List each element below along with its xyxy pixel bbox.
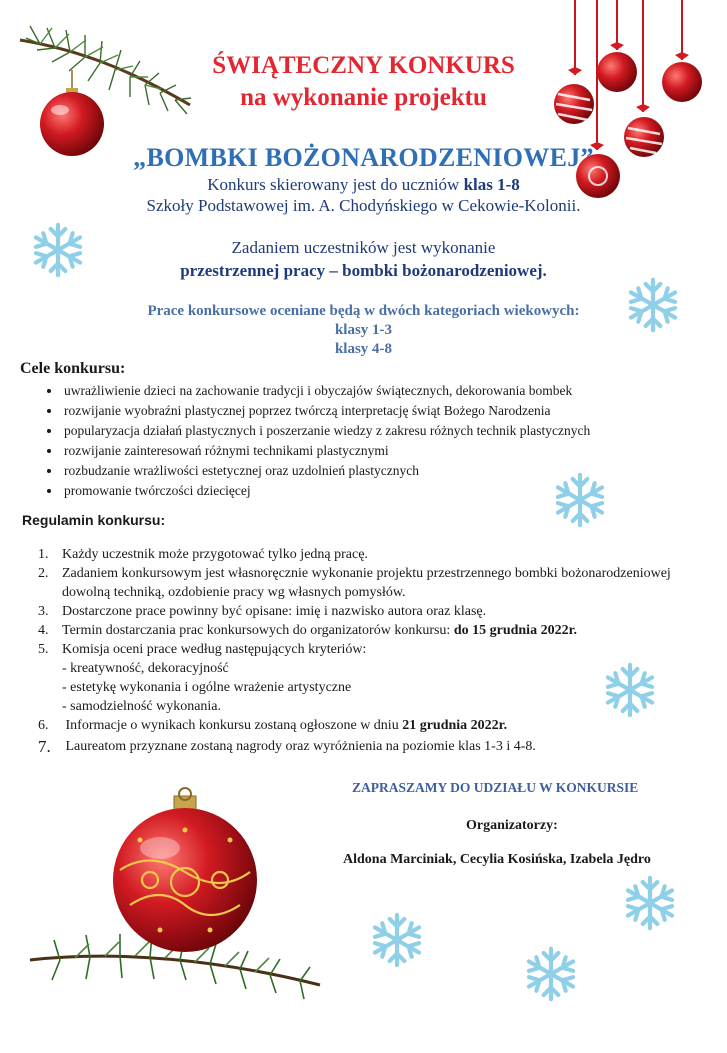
list-item: • rozwijanie wyobraźni plastycznej poprzez twórczą interpretację świąt Bożego Narodzenia [62,401,590,421]
task-line-2: przestrzennej pracy – bombki bożonarodzeniowej. [180,261,547,280]
goals-heading: Cele konkursu: [20,360,126,377]
audience-grades: klas 1-8 [463,175,520,194]
audience-school: Szkoły Podstawowej im. A. Chodyńskiego w Cekowie-Kolonii. [146,196,581,215]
rule-item: 2. Zadaniem konkursowym jest własnoręcznie wykonanie projektu przestrzennego bombki bożonarodzeniowej dowolną techniką, ozdobienie pracy wg własnych pomysłów. [38,566,671,600]
list-item: • promowanie twórczości dziecięcej [62,481,590,501]
rule-item: 3. Dostarczone prace powinny być opisane: imię i nazwisko autora oraz klasę. [38,604,487,619]
invitation-text: ZAPRASZAMY DO UDZIAŁU W KONKURSIE [352,780,639,795]
rules-heading: Regulamin konkursu: [22,512,166,528]
category-1: klasy 1-3 [334,322,393,338]
criteria-item: - kreatywność, dekoracyjność [62,661,229,676]
rule-item: 1. Każdy uczestnik może przygotować tylko jedną pracę. [38,547,368,562]
category-2: klasy 4-8 [334,341,393,357]
criteria-item: - samodzielność wykonania. [62,699,222,714]
goals-list [38,381,590,501]
title-line-2: na wykonanie projektu [240,84,487,111]
title-line-1: ŚWIĄTECZNY KONKURS [212,52,515,79]
ornament-bottom-left [30,788,320,999]
task-line-1: Zadaniem uczestników jest wykonanie [231,238,496,257]
criteria-item: - estetykę wykonania i ogólne wrażenie artystyczne [62,680,352,695]
title-contest-name: „BOMBKI BOŻONARODZENIOWEJ” [133,143,594,172]
categories-intro: Prace konkursowe oceniane będą w dwóch kategoriach wiekowych: [147,303,580,319]
rule-item: 4. Termin dostarczania prac konkursowych do organizatorów konkursu: do 15 grudnia 2022r. [38,623,578,638]
rule-item: 7. Laureatom przyznane zostaną nagrody oraz wyróżnienia na poziomie klas 1-3 i 4-8. [38,737,536,756]
list-item: • rozwijanie zainteresowań różnymi technikami plastycznymi [62,441,590,461]
snowflake-icon [628,878,672,928]
list-item: • uwrażliwienie dzieci na zachowanie tradycji i obyczajów świątecznych, dekorowania bombek [62,381,590,401]
deadline-date: do 15 grudnia 2022r. [453,623,578,638]
list-item: • popularyzacja działań plastycznych i poszerzanie wiedzy z zakresu różnych technik plastycznych [62,421,590,441]
snowflake-icon [375,915,419,965]
snowflake-icon [529,949,573,999]
rule-item: 5. Komisja oceni prace według następujących kryteriów: [38,642,367,657]
rules-list [38,545,698,756]
organizers-label: Organizatorzy: [466,818,558,833]
organizers-names: Aldona Marciniak, Cecylia Kosińska, Izabela Jędro [343,852,651,867]
list-item: • rozbudzanie wrażliwości estetycznej oraz uzdolnień plastycznych [62,461,590,481]
rule-item: 6. Informacje o wynikach konkursu zostaną ogłoszone w dniu 21 grudnia 2022r. [38,718,508,733]
audience-line: Konkurs skierowany jest do uczniów klas 1-8 [207,175,520,194]
results-date: 21 grudnia 2022r. [402,718,508,733]
